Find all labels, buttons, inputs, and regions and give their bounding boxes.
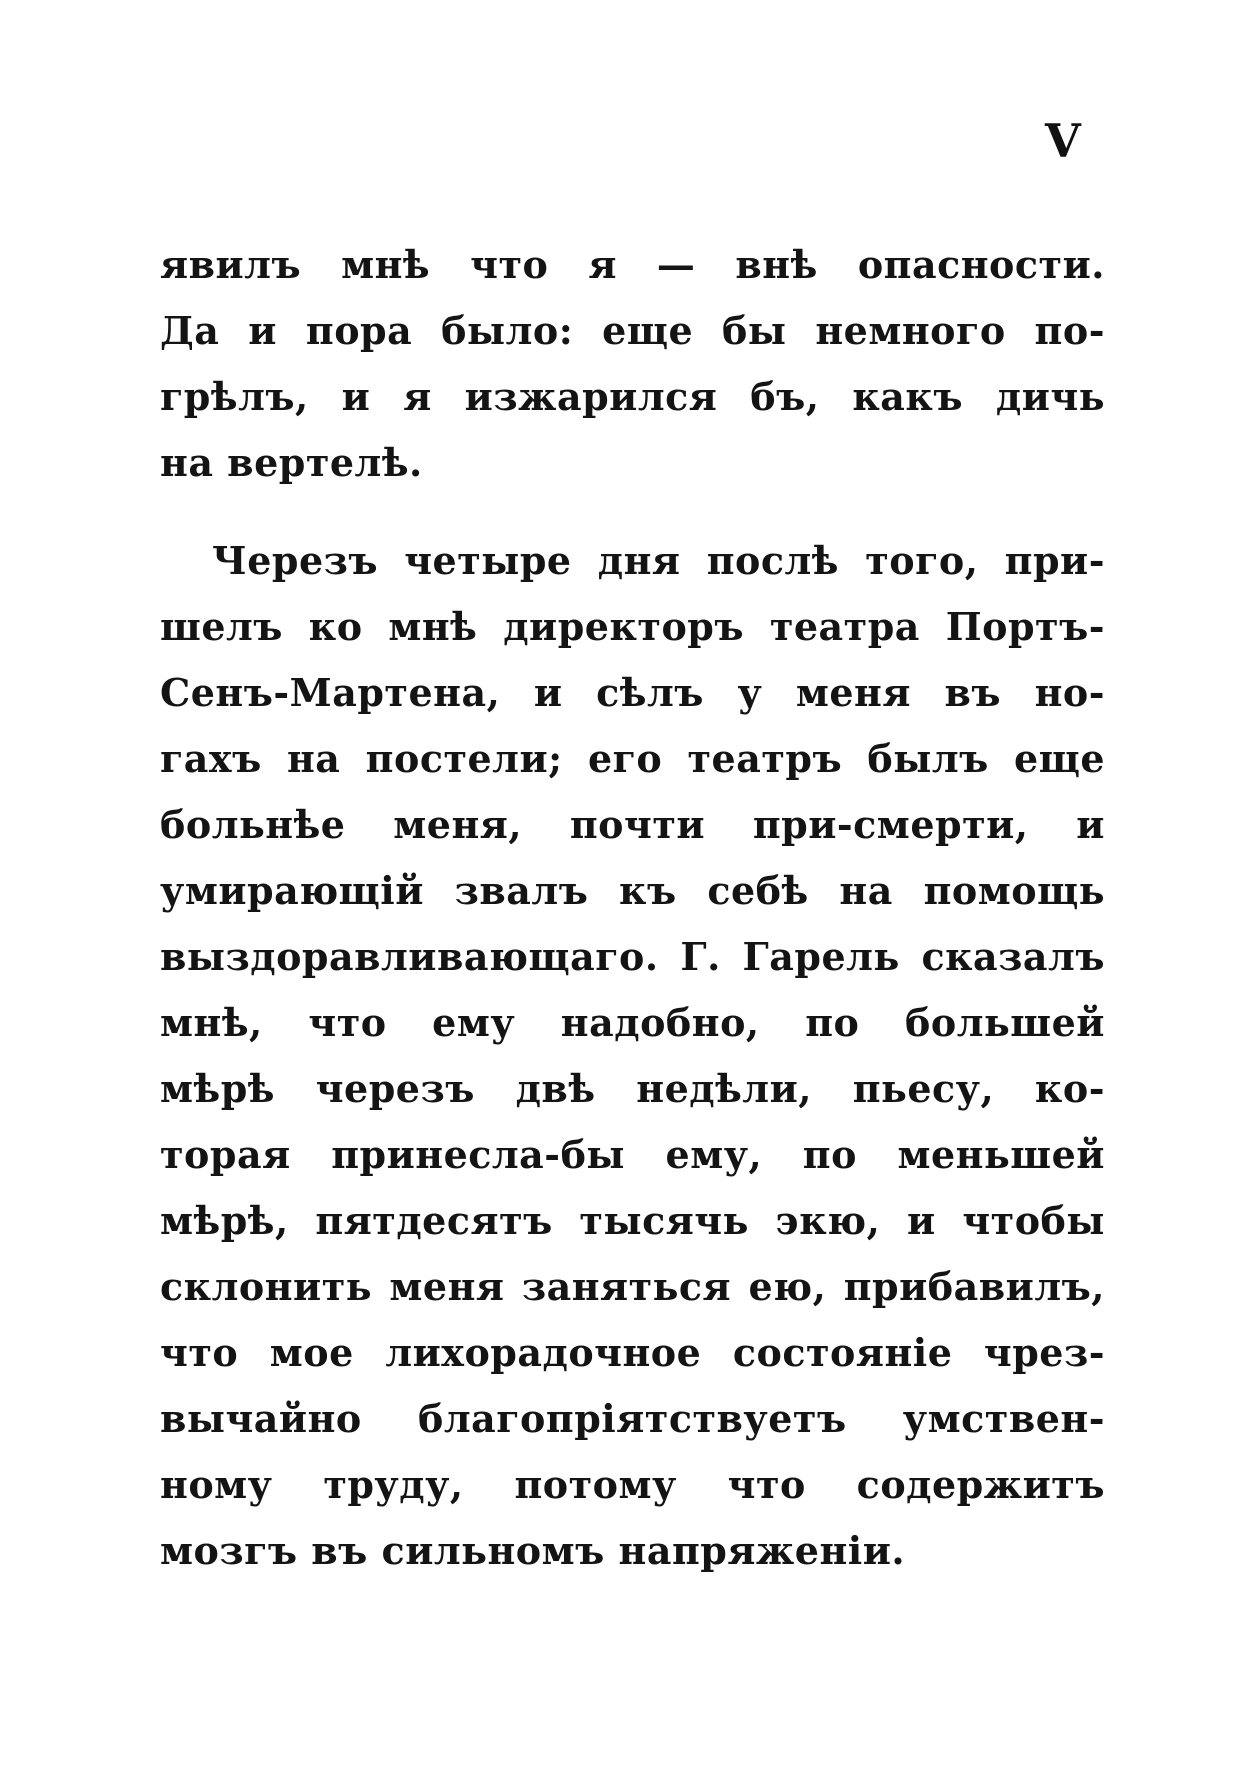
text-line: склонить меня заняться ею, прибавилъ, — [160, 1264, 1105, 1309]
text-line: мѣрѣ, пятдесятъ тысячь экю, и чтобы — [160, 1198, 1105, 1243]
text-line: вычайно благопріятствуетъ умствен- — [160, 1396, 1105, 1441]
page-number: V — [1045, 114, 1081, 168]
text-line: на вертелѣ. — [160, 440, 423, 485]
text-line: умирающій звалъ къ себѣ на помощь — [160, 868, 1105, 913]
paragraph-1 — [160, 232, 1105, 496]
text-line: мнѣ, что ему надобно, по большей — [160, 1000, 1105, 1045]
text-line: шелъ ко мнѣ директоръ театра Портъ- — [160, 604, 1105, 649]
text-line: Черезъ четыре дня послѣ того, при- — [212, 538, 1105, 583]
text-line: грѣлъ, и я изжарился бъ, какъ дичь — [160, 374, 1105, 419]
text-line: Сенъ-Мартена, и сѣлъ у меня въ но- — [160, 670, 1105, 715]
text-line: мозгъ въ сильномъ напряженіи. — [160, 1528, 906, 1573]
text-line: что мое лихорадочное состояніе чрез- — [160, 1330, 1105, 1375]
text-line: гахъ на постели; его театръ былъ еще — [160, 736, 1105, 781]
text-line: больнѣе меня, почти при-смерти, и — [160, 802, 1105, 847]
paragraph-2 — [160, 528, 1105, 1584]
text-line: торая принесла-бы ему, по меньшей — [160, 1132, 1105, 1177]
text-line: ному труду, потому что содержитъ — [160, 1462, 1105, 1507]
text-line: явилъ мнѣ что я — внѣ опасности. — [160, 242, 1105, 287]
text-line: Да и пора было: еще бы немного по- — [160, 308, 1105, 353]
text-line: мѣрѣ черезъ двѣ недѣли, пьесу, ко- — [160, 1066, 1105, 1111]
text-line: выздоравливающаго. Г. Гарель сказалъ — [160, 934, 1105, 979]
